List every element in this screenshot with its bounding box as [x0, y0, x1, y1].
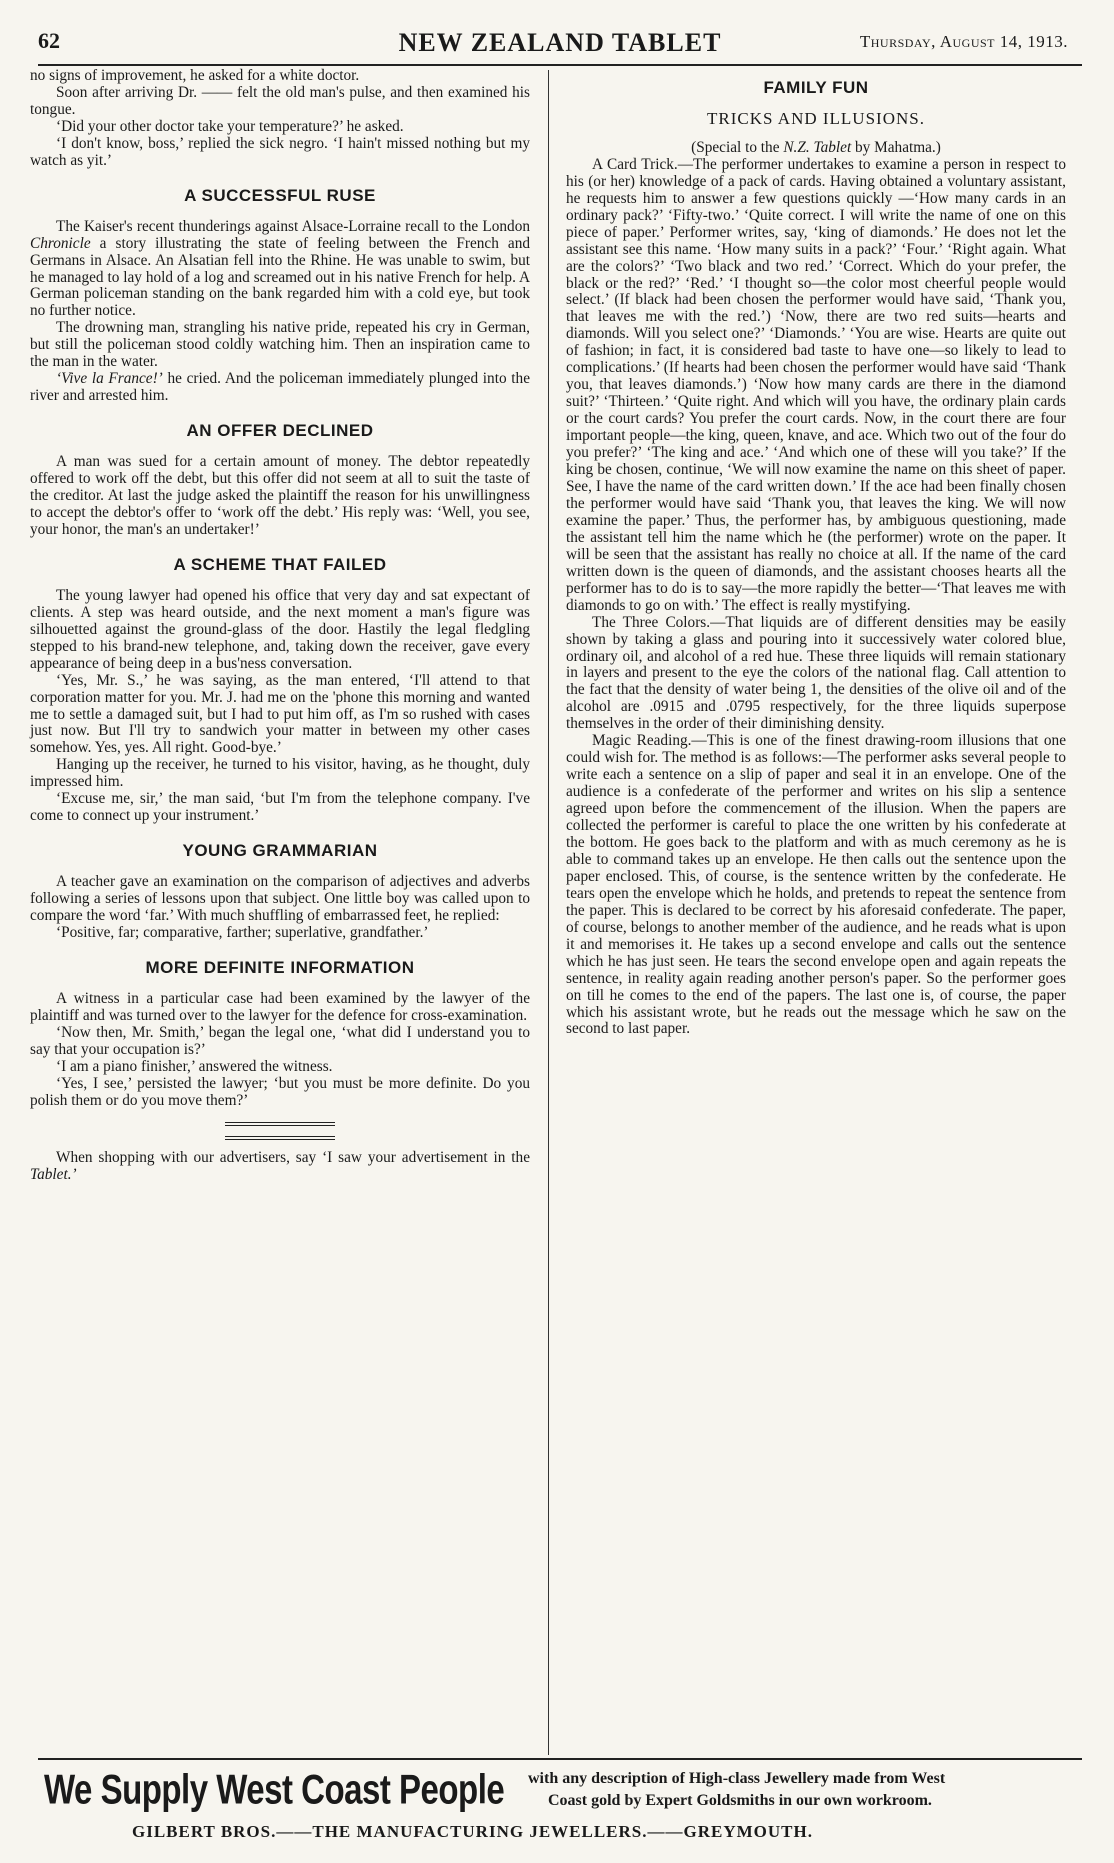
italic-text: Tablet.’ [30, 1165, 77, 1183]
section-heading: A SCHEME THAT FAILED [173, 554, 387, 574]
header-rule [38, 64, 1082, 66]
article-paragraph: Magic Reading.—This is one of the finest drawing-room illusions that one could wish for. The method is as follows:—The performer asks several people to write each a sentence on a slip of paper and seal it in an envelope. One of the audience is a confederate of the performer and writes on his slip a sentence agreed upon before the commencement of the illusion. When the papers are collected the performer is careful to place the one written by his confederate at the bottom. He goes back to the platform and with as much ceremony as he is able to command takes up an envelope. He then calls out the sentence upon the paper enclosed. This, of course, is the sentence written by the confederate. He tears open the envelope which he holds, and pretends to repeat the sentence from the paper. This is declared to be correct by his aforesaid confederate. The paper, of course, belongs to another member of the audience, and he reads what is upon it and memorises it. He takes up a second envelope and calls out the sentence which he has just seen. He tears the second envelope open and again repeats the sentence, in reality again reading another person's paper. So the performer goes on till he comes to the end of the papers. The last one is, of course, the paper which his assistant wrote, but he reads out the message which he saw on the second to last paper. [566, 732, 1066, 1038]
article-paragraph: The drowning man, strangling his native pride, repeated his cry in German, but still the policeman stood coldly watching him. Then an inspiration came to the man in the water. [30, 319, 530, 371]
article-paragraph: ‘Yes, Mr. S.,’ he was saying, as the man entered, ‘I'll attend to that corporation matter for you. Mr. J. had me on the 'phone this morning and wanted me to settle a damaged suit, but I had to put him off, as I'm so rushed with cases just now. But I'll try to sandwich your matter in between my other cases somehow. Yes, yes. All right. Good-bye.’ [30, 671, 530, 757]
article-paragraph [30, 371, 530, 405]
article-paragraph: ‘Positive, far; comparative, farther; superlative, grandfather.’ [56, 923, 429, 941]
text-run: The Kaiser's recent thunderings against Alsace-Lorraine recall to the London [56, 217, 530, 235]
article-paragraph: A Card Trick.—The performer undertakes to examine a person in respect to his (or her) knowledge of a pack of cards. Having obtained a voluntary assistant, he requests him to answer a few questions quickly —‘How many cards in an ordinary pack?’ ‘Fifty-two.’ ‘Quite correct. I will write the name of one on this piece of paper.’ Performer writes, say, ‘king of diamonds.’ He does not let the assistant see this name. ‘How many suits in a pack?’ ‘Four.’ ‘Right again. What are the colors?’ ‘Two black and two red.’ ‘Correct. Which do your prefer, the black or the red?’ ‘Red.’ ‘I thought so—the color most cheerful people would select.’ (If black had been chosen the performer would have said, ‘Thank you, that leaves me with the red.’) ‘Now, there are two red suits—hearts and diamonds. Will you select one?’ ‘Diamonds.’ ‘You are wise. Hearts are quite out of fashion; in fact, it is considered bad taste to have one—so likely to lead to complications.’ (If hearts had been chosen the performer would have said ‘Thank you, that leaves diamonds.’) ‘Now how many cards are there in the diamond suit?’ ‘Thirteen.’ ‘Quite right. And which will you have, the ordinary plain cards or the court cards? You prefer the court cards. Now, in the court there are four important people—the king, queen, knave, and ace. Which two out of the four do you prefer?’ ‘The king and ace.’ ‘And which one of these will you take?’ If the king be chosen, continue, ‘We will now examine the name on this sheet of paper. See, I have the name of the card written down.’ If the ace had been finally chosen the performer would have said ‘Thank you, that leaves the king. We will now examine the paper.’ Thus, the performer has, by ambiguous questioning, made the assistant tell him the name which he (the performer) wrote on the paper. It will be seen that the assistant has really no choice at all. If the name of the card written down is the queen of diamonds, and the assistant chooses hearts all the performer has to do is to say—the more rapidly the better—‘That leaves me with diamonds to go on with.’ The effect is really mystifying. [566, 155, 1066, 614]
text-run: (Special to the [691, 138, 784, 156]
section-heading: AN OFFER DECLINED [186, 421, 374, 441]
byline [566, 140, 1066, 157]
footer-rule [38, 1758, 1082, 1760]
article-paragraph: ‘I am a piano finisher,’ answered the witness. [56, 1057, 333, 1075]
article-paragraph [30, 219, 530, 321]
italic-text: N.Z. Tablet [783, 138, 852, 156]
section-heading: MORE DEFINITE INFORMATION [145, 957, 415, 977]
italic-text: Chronicle [30, 234, 91, 252]
text-run: a story illustrating the state of feeling between the French and Germans in Alsace. An Alsatian fell into the Rhine. He was unable to swim, but he managed to lay hold of a log and screamed out in his native French for help. A German policeman standing on the bank regarded him with a cold eye, but took no further notice. [30, 234, 530, 320]
advertisement [38, 1764, 1082, 1856]
article-paragraph: ‘Now then, Mr. Smith,’ began the legal one, ‘what did I understand you to say that your occupation is?’ [30, 1023, 530, 1058]
section-end-rule [225, 1122, 335, 1126]
masthead [38, 28, 1082, 58]
section-heading: A SUCCESSFUL RUSE [184, 185, 376, 205]
intro-paragraph: no signs of improvement, he asked for a white doctor. [30, 67, 360, 84]
section-end-rule [225, 1136, 335, 1140]
column-divider [548, 70, 549, 1755]
left-column [30, 68, 530, 1183]
ad-footer: GILBERT BROS.——THE MANUFACTURING JEWELLERS.——GREYMOUTH. [132, 1822, 813, 1841]
ad-headline: We Supply West Coast People [44, 1766, 505, 1813]
page-number: 62 [38, 28, 60, 53]
ad-line: with any description of High-class Jewellery made from West [528, 1770, 946, 1787]
text-run: he cried. And the policeman immediately plunged into the river and arrested him. [30, 370, 530, 405]
article-paragraph: A witness in a particular case had been examined by the lawyer of the plaintiff and was turned over to the lawyer for the defence for cross-examination. [30, 989, 530, 1024]
article-paragraph: Hanging up the receiver, he turned to his visitor, having, as he thought, duly impressed him. [30, 756, 530, 791]
intro-paragraph: ‘Did your other doctor take your temperature?’ he asked. [56, 117, 404, 135]
ad-line: Coast gold by Expert Goldsmiths in our own workroom. [548, 1792, 932, 1809]
section-subheading: TRICKS AND ILLUSIONS. [707, 108, 925, 128]
text-run: by Mahatma.) [851, 138, 941, 156]
closing-note [30, 1150, 530, 1184]
italic-text: ‘Vive la France!’ [56, 370, 163, 388]
article-paragraph: ‘Excuse me, sir,’ the man said, ‘but I'm from the telephone company. I've come to connect up your instrument.’ [30, 790, 530, 825]
article-paragraph: ‘Yes, I see,’ persisted the lawyer; ‘but you must be more definite. Do you polish them or do you move them?’ [30, 1074, 530, 1109]
section-heading: FAMILY FUN [763, 78, 869, 97]
intro-paragraph: ‘I don't know, boss,’ replied the sick negro. ‘I hain't missed nothing but my watch as yit.’ [30, 134, 530, 169]
intro-paragraph: Soon after arriving Dr. —— felt the old man's pulse, and then examined his tongue. [30, 83, 530, 118]
section-heading: YOUNG GRAMMARIAN [182, 841, 378, 861]
issue-date: Thursday, August 14, 1913. [859, 32, 1068, 51]
right-column [566, 68, 1066, 1038]
newspaper-title: NEW ZEALAND TABLET [398, 28, 722, 57]
article-paragraph: A man was sued for a certain amount of money. The debtor repeatedly offered to work off the debt, but this offer did not seem at all to suit the taste of the creditor. At last the judge asked the plaintiff the reason for his unwillingness to accept the debtor's offer to ‘work off the debt.’ His reply was: ‘Well, you see, your honor, the man's an undertaker!’ [30, 453, 530, 538]
text-run: When shopping with our advertisers, say ‘I saw your advertisement in the [56, 1148, 530, 1166]
article-paragraph: The young lawyer had opened his office that very day and sat expectant of clients. A step was heard outside, and the next moment a man's figure was silhouetted against the ground-glass of the door. Hastily the legal fledgling stepped to his brand-new telephone, and, taking down the receiver, gave every appearance of being deep in a bus'ness conversation. [30, 586, 530, 672]
article-paragraph: The Three Colors.—That liquids are of different densities may be easily shown by taking a glass and pouring into it successively water colored blue, ordinary oil, and alcohol of a red hue. These three liquids will remain stationary in layers and present to the eye the colors of the national flag. Call attention to the fact that the density of water being 1, the densities of the olive oil and of the alcohol are .0915 and .0795 respectively, for the three liquids superpose themselves in the order of their diminishing density. [566, 613, 1066, 733]
article-paragraph: A teacher gave an examination on the comparison of adjectives and adverbs following a series of lessons upon that subject. One little boy was called upon to compare the word ‘far.’ With much shuffling of embarrassed feet, he replied: [30, 873, 530, 925]
